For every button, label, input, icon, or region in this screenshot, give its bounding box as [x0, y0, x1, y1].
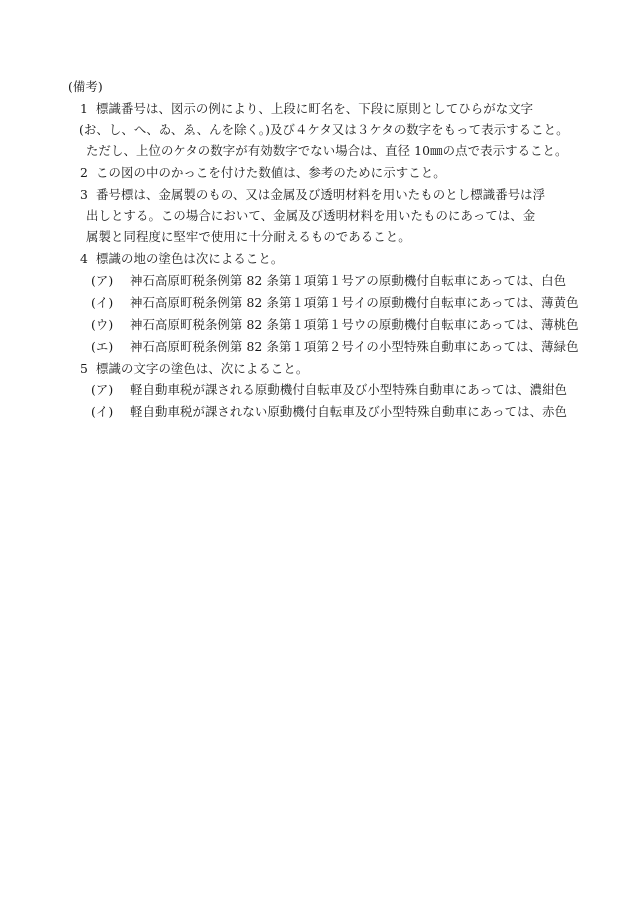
item-4-number: 4 [80, 251, 88, 266]
item-3-line-2: 出しとする。この場合において、金属及び透明材料を用いたものにあっては、金 [86, 208, 536, 223]
item-4-sub-a-label: (ア) [91, 273, 114, 288]
item-4-line-1: 標識の地の塗色は次によること。 [96, 251, 284, 266]
item-5-sub-b-text: 軽自動車税が課されない原動機付自転車及び小型特殊自動車にあっては、赤色 [130, 404, 568, 419]
item-5-line-1: 標識の文字の塗色は、次によること。 [96, 361, 309, 376]
item-5-number: 5 [80, 361, 88, 376]
item-4-sub-a-text: 神石高原町税条例第 82 条第１項第１号アの原動機付自転車にあっては、白色 [130, 273, 567, 288]
item-1-line-3: ただし、上位のケタの数字が有効数字でない場合は、直径 10㎜の点で表示すること。 [86, 143, 568, 158]
item-2-number: 2 [80, 165, 88, 180]
item-4-sub-c-label: (ウ) [91, 317, 114, 332]
item-3-number: 3 [80, 187, 88, 202]
item-5-sub-a-label: (ア) [91, 382, 114, 397]
item-4-sub-c-text: 神石高原町税条例第 82 条第１項第１号ウの原動機付自転車にあっては、薄桃色 [130, 317, 579, 332]
item-1-line-1: 標識番号は、図示の例により、上段に町名を、下段に原則としてひらがな文字 [96, 101, 534, 116]
item-2-line-1: この図の中のかっこを付けた数値は、参考のために示すこと。 [96, 165, 446, 180]
item-1-number: 1 [80, 101, 88, 116]
remarks-heading: (備考) [68, 79, 103, 94]
item-4-sub-d-text: 神石高原町税条例第 82 条第１項第２号イの小型特殊自動車にあっては、薄緑色 [130, 339, 579, 354]
item-3-line-1: 番号標は、金属製のもの、又は金属及び透明材料を用いたものとし標識番号は浮 [96, 187, 546, 202]
item-4-sub-b-text: 神石高原町税条例第 82 条第１項第１号イの原動機付自転車にあっては、薄黄色 [130, 295, 579, 310]
item-4-sub-d-label: (エ) [91, 339, 114, 354]
item-3-line-3: 属製と同程度に堅牢で使用に十分耐えるものであること。 [86, 229, 411, 244]
item-5-sub-b-label: (イ) [91, 404, 114, 419]
item-5-sub-a-text: 軽自動車税が課される原動機付自転車及び小型特殊自動車にあっては、濃紺色 [130, 382, 568, 397]
item-1-line-2: (お、し、へ、ゐ、ゑ、んを除く。)及び４ケタ又は３ケタの数字をもって表示すること。 [79, 122, 569, 137]
item-4-sub-b-label: (イ) [91, 295, 114, 310]
